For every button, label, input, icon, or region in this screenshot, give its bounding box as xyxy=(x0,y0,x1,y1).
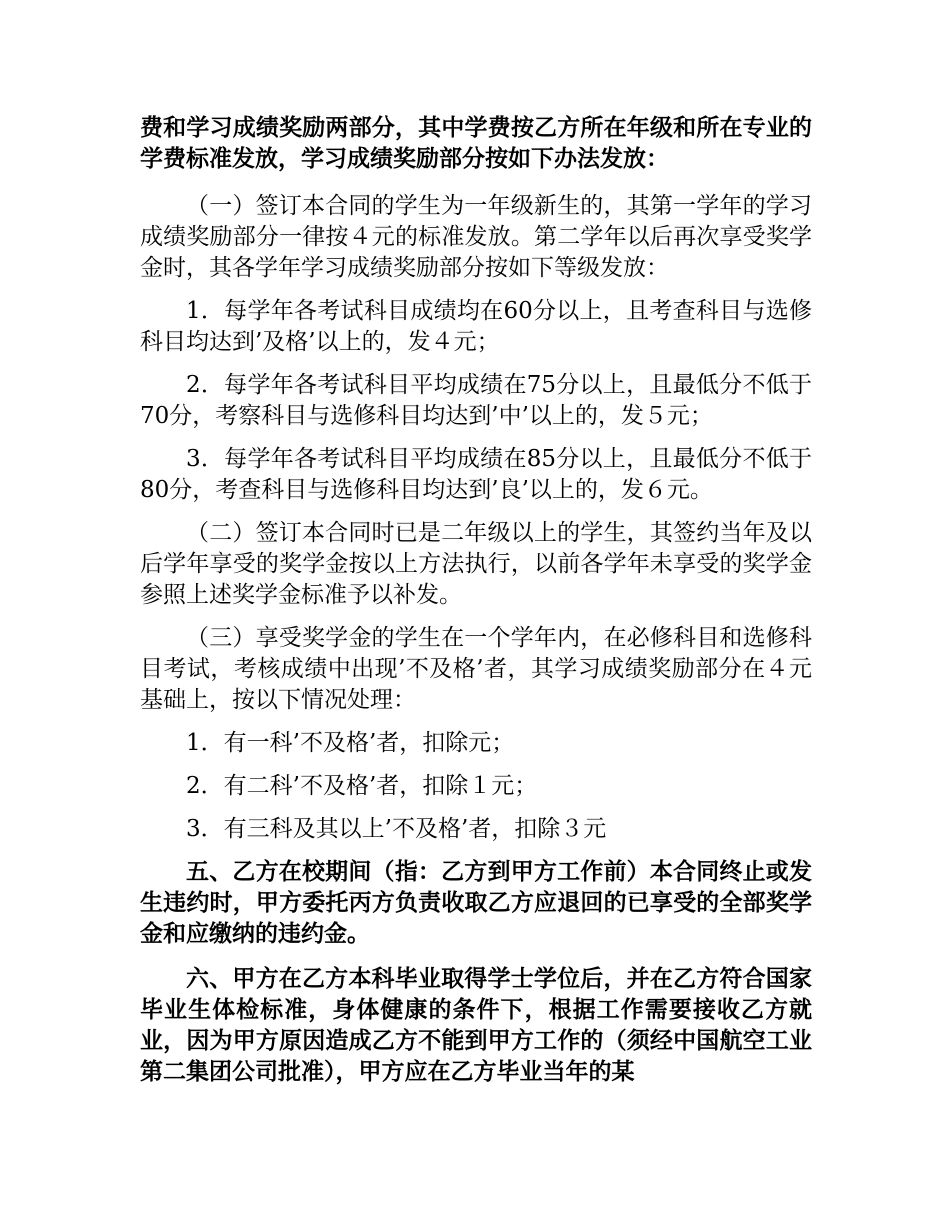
paragraph-clause-1-item-2: 2．每学年各考试科目平均成绩在75分以上，且最低分不低于70分，考察科目与选修科目均达到’中’以上的，发５元； xyxy=(140,372,812,429)
paragraph-clause-3-item-3: 3．有三科及其以上’不及格’者，扣除３元 xyxy=(186,816,607,842)
paragraph-clause-3-item-1: 1．有一科’不及格’者，扣除元； xyxy=(186,730,515,756)
paragraph-clause-3: （三）享受奖学金的学生在一个学年内，在必修科目和选修科目考试，考核成绩中出现’不及格’者，其学习成绩奖励部分在４元基础上，按以下情况处理： xyxy=(140,625,812,713)
paragraph-tuition-intro: 费和学习成绩奖励两部分，其中学费按乙方所在年级和所在专业的学费标准发放，学习成绩奖励部分按如下办法发放： xyxy=(140,115,812,172)
paragraph-section-6: 六、甲方在乙方本科毕业取得学士学位后，并在乙方符合国家毕业生体检标准，身体健康的条件下，根据工作需要接收乙方就业，因为甲方原因造成乙方不能到甲方工作的（须经中国航空工业第二集团公司批准），甲方应在乙方毕业当年的某 xyxy=(140,966,812,1085)
paragraph-section-5: 五、乙方在校期间（指：乙方到甲方工作前）本合同终止或发生违约时，甲方委托丙方负责收取乙方应退回的已享受的全部奖学金和应缴纳的违约金。 xyxy=(140,859,812,947)
paragraph-clause-1: （一）签订本合同的学生为一年级新生的，其第一学年的学习成绩奖励部分一律按４元的标准发放。第二学年以后再次享受奖学金时，其各学年学习成绩奖励部分按如下等级发放： xyxy=(140,193,812,281)
paragraph-clause-2: （二）签订本合同时已是二年级以上的学生，其签约当年及以后学年享受的奖学金按以上方法执行，以前各学年未享受的奖学金参照上述奖学金标准予以补发。 xyxy=(140,520,812,608)
document-body xyxy=(140,113,812,1088)
paragraph-clause-1-item-1: 1．每学年各考试科目成绩均在60分以上，且考查科目与选修科目均达到’及格’以上的，发４元； xyxy=(140,298,812,355)
paragraph-clause-1-item-3: 3．每学年各考试科目平均成绩在85分以上，且最低分不低于80分，考查科目与选修科目均达到’良’以上的，发６元。 xyxy=(140,446,812,503)
paragraph-clause-3-item-2: 2．有二科’不及格’者，扣除１元； xyxy=(186,773,538,799)
